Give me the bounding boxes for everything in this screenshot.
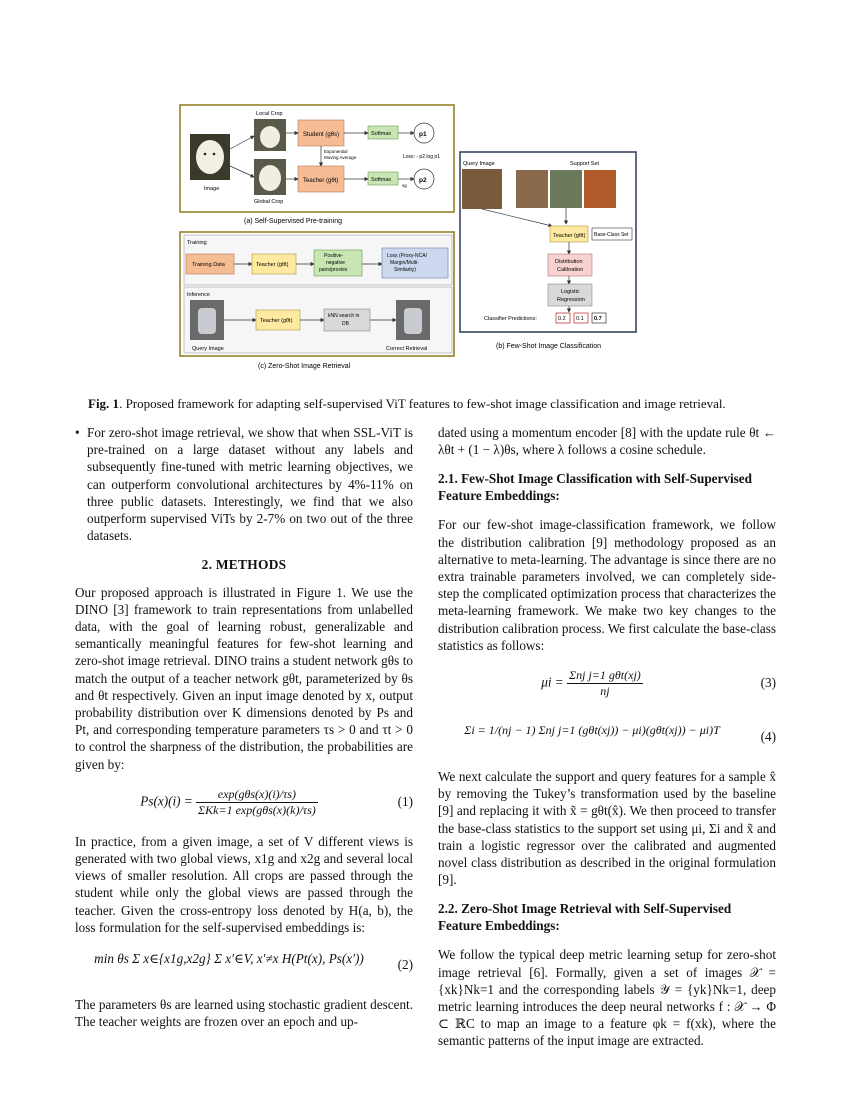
local-crop-label: Local Crop [256, 111, 283, 117]
eq4-body: Σi = 1/(nj − 1) Σnj j=1 (gθt(xj)) − μi)(gθt(xj)) − μi)T [464, 723, 720, 738]
teacher-label-c2: Teacher (gθt) [260, 318, 293, 324]
panel-a-caption: (a) Self-Supervised Pre-training [244, 218, 343, 225]
eq2-body: min θs Σ x∈{x1g,x2g} Σ x′∈V, x′≠x H(Pt(x), Ps(x′)) [94, 951, 364, 967]
query-image-label-b: Query Image [463, 161, 495, 167]
training-data-label: Training Data [192, 262, 225, 268]
ema-label-2: Moving Average [324, 155, 357, 160]
right-column [438, 424, 776, 1050]
framework-figure [178, 104, 638, 374]
methods-paragraph-2: In practice, from a given image, a set of V different views is generated with two global views, x1g and x2g and several local views of smaller resolution. All crops are passed through the student while only the global views are passed through the teacher. Given the cross-entropy loss denoted by H(a, b), the loss formulation for the self-supervised embeddings is: [75, 833, 413, 935]
equation-4 [438, 714, 776, 760]
panel-c [180, 232, 454, 370]
section-heading-methods: 2. METHODS [201, 557, 287, 573]
eq3-denominator: nj [600, 684, 610, 699]
p2-label: p2 [419, 177, 427, 184]
support-set-label: Support Set [570, 161, 600, 167]
eq3-number: (3) [760, 675, 776, 691]
contribution-bullet: • For zero-shot image retrieval, we show that when SSL-ViT is pre-trained on a large dataset without any labels and subsequently fine-tuned with metric learning objectives, we can outperform convolutional architectures by 4%-11% on three public datasets. Interestingly, we find that we also outperform supervised ViTs by 2-7% on two out of the three datasets. [75, 425, 413, 544]
teacher-label-c1: Teacher (gθt) [256, 262, 289, 268]
softmax-label-2: Softmax [371, 177, 392, 183]
panel-a [180, 105, 454, 225]
equation-3 [438, 660, 776, 706]
panel-b [460, 152, 636, 350]
figure-caption [88, 396, 768, 412]
eq1-number: (1) [397, 793, 413, 809]
correct-retrieval-label: Correct Retrieval [386, 346, 428, 352]
right-paragraph-3: We follow the typical deep metric learning setup for zero-shot image retrieval [6]. Formally, given a set of images 𝒳 = {xk}Nk=1 and the corresponding labels 𝒴 = {yk}Nk=1, deep metric learning introduces the deep neural networks f : 𝒳 → Φ ⊂ ℝC to map an image to a feature φk = f(xk), where the semantic patterns of the input image are extracted. [438, 947, 776, 1049]
loss-label-c2: Margin/Multi- [390, 260, 419, 266]
panel-b-caption: (b) Few-Shot Image Classification [496, 343, 602, 350]
methods-paragraph-3: The parameters θs are learned using stochastic gradient descent. The teacher weights are frozen over an epoch and up- [75, 997, 413, 1030]
right-paragraph-0: dated using a momentum encoder [8] with the update rule θt ← λθt + (1 − λ)θs, where λ follows a cosine schedule. [438, 425, 776, 458]
logistic-label-1: Logistic [561, 289, 580, 295]
prediction-2-value: 0.1 [576, 316, 584, 322]
logistic-label-2: Regression [557, 297, 585, 303]
support-image-3 [584, 170, 616, 208]
positive-label-3: pairs/proxies [319, 267, 348, 273]
distribution-label-1: Distribution [555, 259, 583, 265]
training-label: Training [187, 240, 207, 246]
panel-c-caption: (c) Zero-Shot Image Retrieval [258, 363, 351, 370]
figure-label: Fig. 1 [88, 396, 120, 411]
loss-label-c1: Loss (Proxy-NCA/ [387, 253, 428, 259]
loss-label-c3: Similarity) [394, 267, 416, 273]
positive-label-1: Positive- [324, 253, 344, 259]
eq4-number: (4) [760, 729, 776, 745]
p1-label: p1 [419, 131, 427, 138]
eq3-numerator: Σnj j=1 gθt(xj) [569, 668, 641, 683]
methods-paragraph-1: Our proposed approach is illustrated in Figure 1. We use the DINO [3] framework to train representations from unlabelled data, with the goal of learning robust, generalizable and semantically meaningful features for few-shot learning and zero-shot image retrieval. DINO trains a student network gθs to match the output of a teacher network gθt, parameterized by θs and θt respectively. Given an input image denoted by x, output probability distribution over K dimensions denoted by Ps and Pt, and corresponding temperature parameters τs > 0 and τt > 0 to control the sharpness of the distribution, the probabilities are given by: [75, 584, 413, 772]
prediction-3-value: 0.7 [594, 316, 602, 322]
equation-2 [75, 942, 413, 988]
eq2-number: (2) [397, 957, 413, 973]
query-image-label-c: Query Image [192, 346, 224, 352]
base-class-set-label: Base-Class Set [594, 232, 629, 238]
figure-caption-text: . Proposed framework for adapting self-supervised ViT features to few-shot image classification and image retrieval. [119, 396, 726, 411]
bullet-text: For zero-shot image retrieval, we show that when SSL-ViT is pre-trained on a large dataset without any labels and subsequently fine-tuned with metric learning objectives, we can outperform convolutional architectures by 4%-11% on three public datasets. Interestingly, we find that we also outperform supervised ViTs by 2-7% on two out of the three datasets. [87, 425, 413, 544]
classifier-predictions-label: Classifier Predictions: [484, 316, 537, 322]
sg-label: sg [402, 183, 407, 188]
eq1-denominator: ΣKk=1 exp(gθs(x)(k)/τs) [198, 802, 316, 817]
softmax-label-1: Softmax [371, 131, 392, 137]
teacher-label: Teacher (gθt) [303, 178, 339, 184]
teacher-label-b: Teacher (gθt) [553, 233, 586, 239]
inference-label: Inference [187, 292, 210, 298]
prediction-1-value: 0.2 [558, 316, 566, 322]
support-image-1 [516, 170, 548, 208]
knn-label-1: kNN search in [328, 313, 360, 319]
eq3-lhs: μi = [541, 674, 564, 690]
query-image-b [462, 169, 502, 209]
right-paragraph-2: We next calculate the support and query features for a sample x̂ by removing the Tukey’s transformation used by the baseline [9] and replacing it with x̃ = gθt(x̂). We then proceed to transfer the base-class statistics to the support set using μi, Σi and x̃ and train a logistic regressor over the calibrated and augmented novel class distribution as described in the original formulation [9]. [438, 769, 776, 888]
student-label: Student (gθs) [303, 132, 340, 138]
subsection-2-1-heading: 2.1. Few-Shot Image Classification with Self-Supervised Feature Embeddings: [438, 471, 752, 504]
equation-1 [75, 779, 413, 825]
ema-label-1: Exponential [324, 149, 348, 154]
eq1-numerator: exp(gθs(x)(i)/τs) [196, 787, 318, 803]
support-image-2 [550, 170, 582, 208]
loss-label: Loss: - p2 log p1 [403, 154, 440, 160]
right-paragraph-1: For our few-shot image-classification framework, we follow the distribution calibration [9] methodology proposed as an alternative to meta-learning. The advantage is since there are no extra trainable parameters involved, we can completely side-step the complicated optimization process that characterizes the meta-learning framework. We make two key changes to the distribution calibration process. We first calculate the base-class statistics as follows: [438, 517, 776, 653]
knn-label-2: DB [342, 321, 349, 327]
positive-label-2: negative [326, 260, 345, 266]
subsection-2-2-heading: 2.2. Zero-Shot Image Retrieval with Self-Supervised Feature Embeddings: [438, 901, 732, 934]
global-crop-label: Global Crop [254, 199, 284, 205]
eq1-lhs: Ps(x)(i) = [140, 793, 193, 809]
image-label: Image [204, 186, 220, 192]
distribution-label-2: Calibration [557, 267, 584, 273]
left-column [75, 424, 413, 1030]
